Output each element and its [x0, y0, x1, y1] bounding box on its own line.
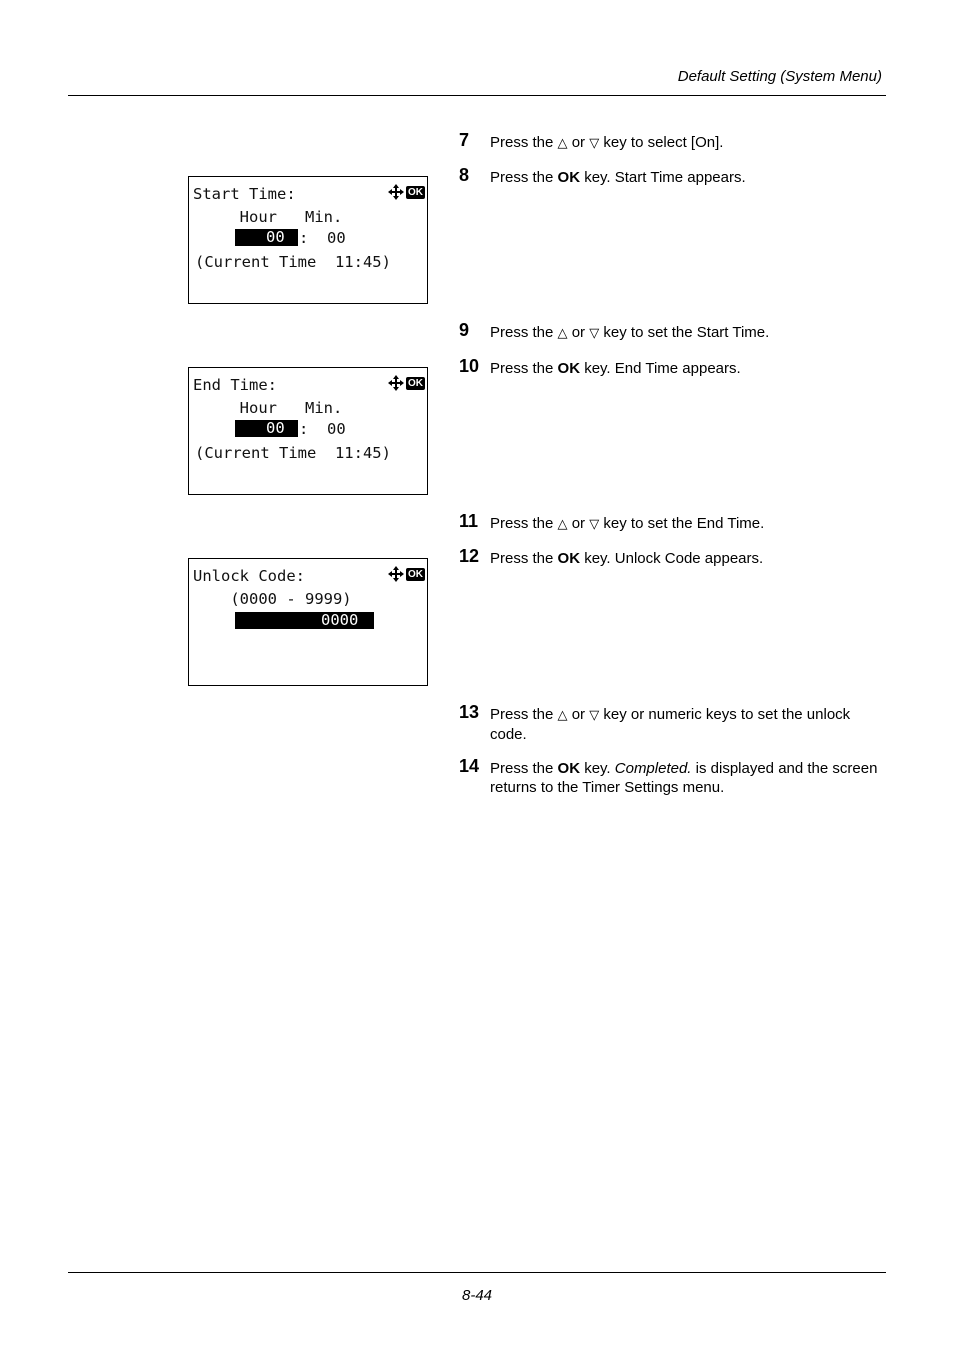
up-triangle-icon: △	[557, 517, 568, 532]
lcd-current-time: (Current Time 11:45)	[195, 253, 391, 271]
ok-key-label: OK	[557, 169, 581, 186]
hour-value: 00	[266, 419, 285, 437]
step-text: Press the △ or ▽ key to set the End Time.	[490, 515, 765, 532]
hour-input-field[interactable]	[235, 420, 298, 437]
arrow-keys-icon	[388, 184, 404, 200]
step-text: Press the OK key. Unlock Code appears.	[490, 550, 764, 567]
step-text: Press the OK key. End Time appears.	[490, 360, 741, 377]
step-number: 14	[459, 756, 480, 776]
up-triangle-icon: △	[557, 136, 568, 151]
down-triangle-icon: ▽	[589, 708, 600, 723]
arrow-keys-icon	[388, 375, 404, 391]
ok-key-icon: OK	[408, 186, 423, 198]
step-number: 8	[459, 165, 470, 185]
step-number: 10	[459, 356, 480, 376]
step-number: 13	[459, 702, 480, 722]
header-rule	[68, 95, 886, 96]
ok-key-icon: OK	[408, 377, 423, 389]
up-triangle-icon: △	[557, 708, 568, 723]
lcd-start-time-screen	[188, 176, 428, 304]
step-number: 7	[459, 130, 470, 150]
lcd-unlock-code-screen	[188, 558, 428, 686]
page-number: 8-44	[461, 1287, 493, 1304]
down-triangle-icon: ▽	[589, 136, 600, 151]
unlock-code-input-field[interactable]	[235, 612, 374, 629]
lcd-hour-min-labels: Hour Min.	[193, 399, 343, 417]
lcd-hour-min-labels: Hour Min.	[193, 208, 343, 226]
lcd-nav-indicator	[388, 184, 425, 200]
ok-key-label: OK	[557, 550, 581, 567]
lcd-title: End Time:	[193, 376, 277, 394]
ok-key-label: OK	[557, 360, 581, 377]
step-text: Press the △ or ▽ key or numeric keys to set the unlock code.	[490, 706, 851, 743]
step-text: Press the △ or ▽ key to set the Start Time.	[490, 324, 770, 341]
up-triangle-icon: △	[557, 326, 568, 341]
step-number: 9	[459, 320, 470, 340]
lcd-minute-value: : 00	[299, 229, 346, 247]
footer-rule	[68, 1272, 886, 1273]
lcd-title: Unlock Code:	[193, 567, 305, 585]
hour-input-field[interactable]	[235, 229, 298, 246]
page-header-title: Default Setting (System Menu)	[677, 68, 882, 85]
step-number: 11	[459, 511, 479, 531]
step-text: Press the OK key. Completed. is displayed and the screen returns to the Timer Settings menu.	[490, 760, 878, 796]
ok-key-icon: OK	[408, 568, 423, 580]
lcd-code-range: (0000 - 9999)	[193, 590, 352, 608]
lcd-minute-value: : 00	[299, 420, 346, 438]
lcd-current-time: (Current Time 11:45)	[195, 444, 391, 462]
ok-key-label: OK	[557, 760, 581, 777]
hour-value: 00	[266, 228, 285, 246]
step-text: Press the OK key. Start Time appears.	[490, 169, 746, 186]
step-text: Press the △ or ▽ key to select [On].	[490, 134, 724, 151]
down-triangle-icon: ▽	[589, 326, 600, 341]
lcd-nav-indicator	[388, 375, 425, 391]
unlock-code-value: 0000	[321, 611, 359, 629]
lcd-end-time-screen	[188, 367, 428, 495]
lcd-title: Start Time:	[193, 185, 296, 203]
arrow-keys-icon	[388, 566, 404, 582]
down-triangle-icon: ▽	[589, 517, 600, 532]
lcd-nav-indicator	[388, 566, 425, 582]
step-number: 12	[459, 546, 480, 566]
completed-message: Completed.	[614, 760, 692, 777]
